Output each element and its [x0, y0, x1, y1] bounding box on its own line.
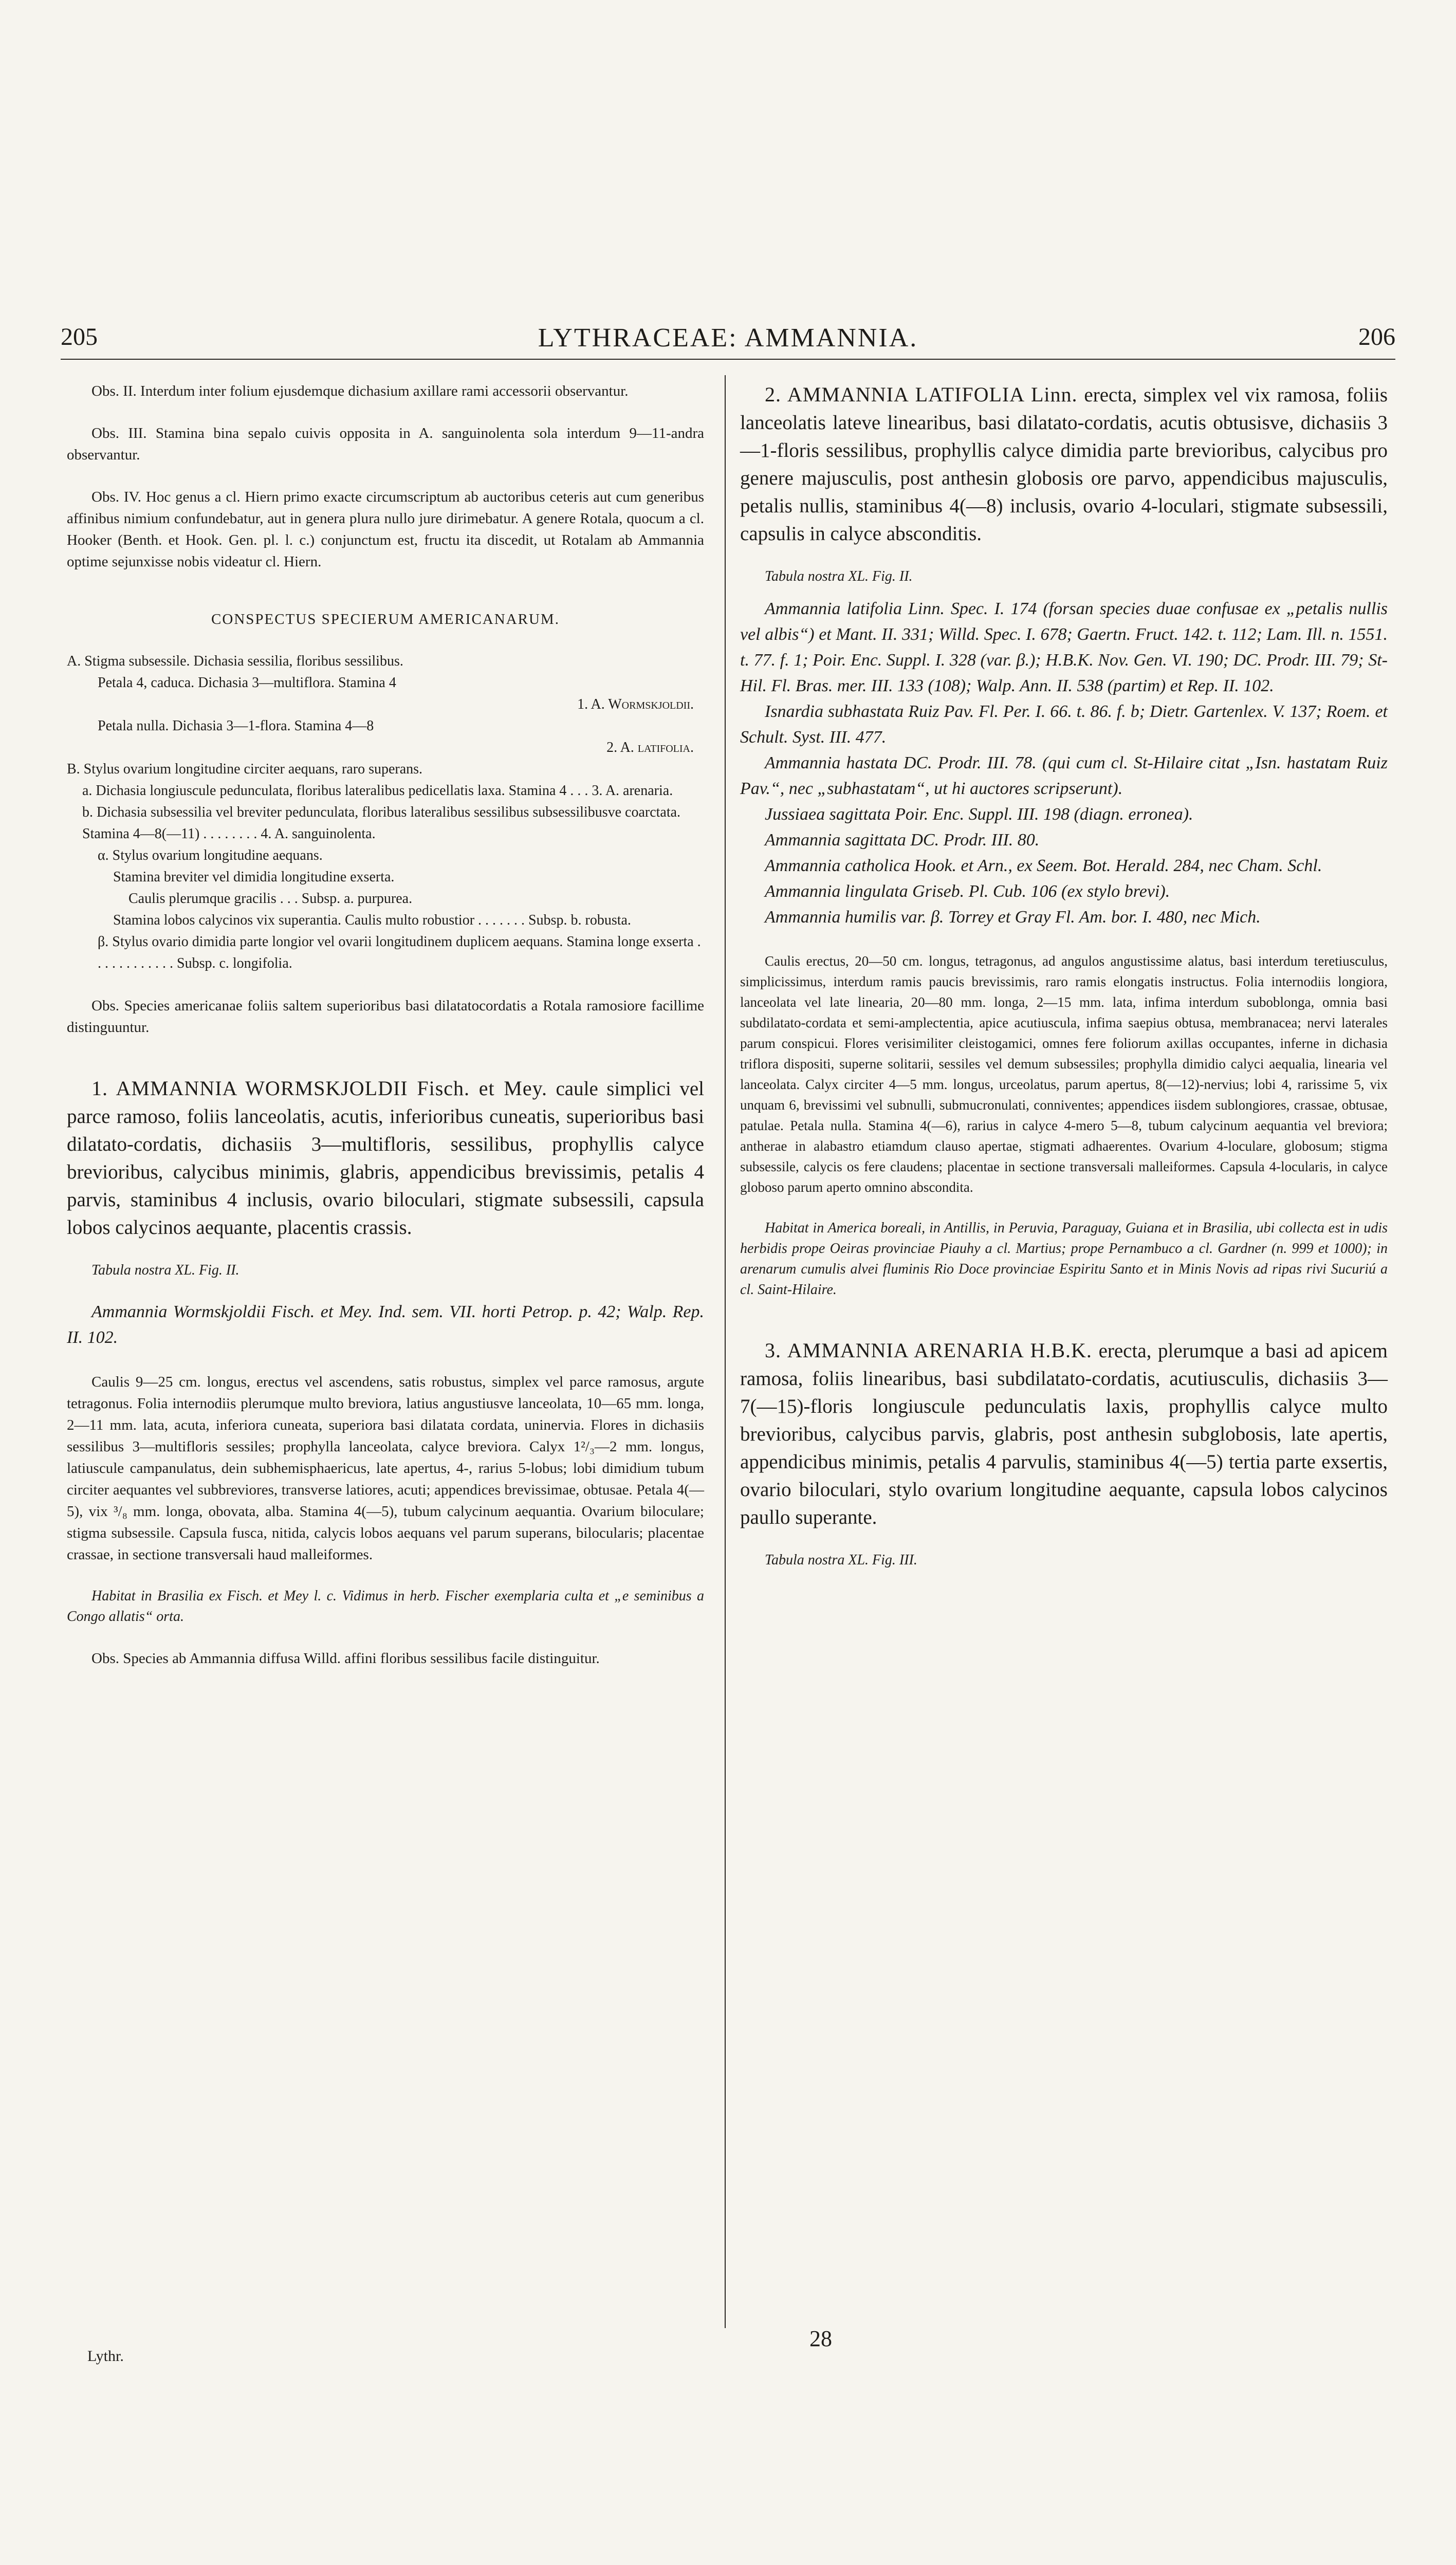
signature-mark-left: Lythr.: [87, 2348, 124, 2365]
running-title: LYTHRACEAE: AMMANNIA.: [538, 323, 918, 353]
synonym: Jussiaea sagittata Poir. Enc. Suppl. III. 198 (diagn. erronea).: [765, 805, 1193, 824]
species-3-tabula: Tabula nostra XL. Fig. III.: [765, 1552, 917, 1568]
species-2-synonymy: [740, 596, 1388, 930]
species-1-tabula: Tabula nostra XL. Fig. II.: [91, 1262, 239, 1278]
obs-2: Obs. II. Interdum inter folium ejusdemque dichasium axillare rami accessorii observantur.: [91, 383, 629, 399]
key-line: b. Dichasia subsessilia vel breviter pedunculata, floribus lateralibus sessilibus subsessilibusve coarctata. Stamina 4—8(—11) . . . . . . . . 4. A. sanguinolenta.: [82, 804, 681, 842]
left-column: [67, 380, 704, 1669]
key-line: Petala 4, caduca. Dichasia 3—multiflora. Stamina 4: [98, 675, 396, 691]
species-1-description: [67, 1074, 704, 1242]
species-2-description: [740, 380, 1388, 548]
key-line: Stamina lobos calycinos vix superantia. Caulis multo robustior . . . . . . . Subsp. b. robusta.: [113, 912, 631, 928]
species-1-synonymy: Ammannia Wormskjoldii Fisch. et Mey. Ind. sem. VII. horti Petrop. p. 42; Walp. Rep. II. 102.: [67, 1302, 704, 1347]
key-line: Petala nulla. Dichasia 3—1-flora. Stamina 4—8: [98, 718, 374, 734]
right-column: [740, 380, 1388, 1568]
synonym: Ammannia humilis var. β. Torrey et Gray Fl. Am. bor. I. 480, nec Mich.: [765, 908, 1261, 927]
species-2-diagnosis: erecta, simplex vel vix ramosa, foliis lanceolatis lateve linearibus, basi dilatato-cordatis, acutis obtusisve, dichasiis 3—1-floris sessilibus, prophyllis calyce dimidia parte brevioribus, calycibus pro genere majusculis, post anthesin globosis ore parvo, appendicibus majusculis, petalis nullis, staminibus 4(—8) inclusis, ovario 4-loculari, stigmate subsessili, capsulis in calyce absconditis.: [740, 384, 1388, 545]
species-3-description: [740, 1336, 1388, 1531]
species-2-tabula: Tabula nostra XL. Fig. II.: [765, 568, 913, 584]
species-key: [67, 651, 704, 974]
synonym: Ammannia lingulata Griseb. Pl. Cub. 106 (ex stylo brevi).: [765, 882, 1170, 901]
page-number-right: 206: [1358, 323, 1395, 350]
obs-3: Obs. III. Stamina bina sepalo cuivis opposita in A. sanguinolenta sola interdum 9—11-andra observantur.: [67, 425, 704, 463]
key-result: 2. A. latifolia.: [606, 740, 694, 755]
synonym: Isnardia subhastata Ruiz Pav. Fl. Per. I. 66. t. 86. f. b; Dietr. Gartenlex. V. 137; Roem. et Schult. Syst. III. 477.: [740, 702, 1388, 747]
species-1-caulis: Caulis 9—25 cm. longus, erectus vel ascendens, satis robustus, simplex vel parce ramosus, argute tetragonus. Folia internodiis plerumque multo breviora, latius angustiusve lanceolata, 10—65 mm. longa, 2—11 mm. lata, acuta, inferiora cuneata, superiora basi dilatata cordata, uninervia. Flores in dichasiis sessilibus 3—multifloris sessiles; prophylla lanceolata, calyce breviora. Calyx 1²/₃—2 mm. longus, latiuscule campanulatus, dein subhemisphaericus, late apertus, 4-, rarius 5-lobus; lobi dimidium tubum circiter aequantes vel subbreviores, transverse latiores, acuti; appendices brevissimae, obtusae. Petala 4(—5), vix ³/₈ mm. longa, obovata, alba. Stamina 4(—5), tubum calycinum aequantia. Ovarium biloculare; stigma subsessile. Capsula fusca, nitida, calycis lobos aequans vel parum superans, bilocularis; placentae crassae, in sectione transversali haud malleiformes.: [67, 1374, 704, 1563]
species-2-heading: 2. AMMANNIA LATIFOLIA Linn.: [765, 383, 1078, 406]
synonym: Ammannia hastata DC. Prodr. III. 78. (qui cum cl. St-Hilaire citat „Isn. hastatam Ruiz Pav.“, nec „subhastatam“, ut hi auctores scripserunt).: [740, 753, 1388, 798]
key-line: B. Stylus ovarium longitudine circiter aequans, raro superans.: [67, 761, 423, 777]
species-1-obs: Obs. Species ab Ammannia diffusa Willd. affini floribus sessilibus facile distinguitur.: [91, 1650, 600, 1667]
species-1-habitat: Habitat in Brasilia ex Fisch. et Mey l. c. Vidimus in herb. Fischer exemplaria culta et „e seminibus a Congo allatis“ orta.: [67, 1588, 704, 1625]
column-divider: [725, 375, 726, 2328]
signature-number: 28: [809, 2326, 832, 2351]
species-3-diagnosis: erecta, plerumque a basi ad apicem ramosa, foliis linearibus, basi subdilatato-cordatis, acutiusculis, dichasiis 3—7(—15)-floris longiuscule pedunculatis laxis, prophyllis calyce multo brevioribus, calycibus parvis, glabris, post anthesin subglobosis, late apertis, appendicibus minimis, petalis 4 parvulis, staminibus 4(—5) tertia parte exsertis, ovario biloculari, stylo ovarium longitudine aequante, capsula lobos calycinos paullo superante.: [740, 1340, 1388, 1528]
running-head: [61, 323, 1395, 360]
key-line: Stamina breviter vel dimidia longitudine exserta.: [113, 869, 395, 885]
conspectus-title: CONSPECTUS SPECIERUM AMERICANARUM.: [211, 611, 560, 628]
species-2-caulis: Caulis erectus, 20—50 cm. longus, tetragonus, ad angulos angustissime alatus, basi interdum teretiusculus, simplicissimus, interdum ramis paucis brevissimis, raro ramis elongatis instructus. Folia internodiis longiora, lanceolata vel late linearia, 20—80 mm. longa, 2—15 mm. lata, infima interdum suboblonga, omnia basi subdilatato-cordata et semi-amplectentia, apice acutiuscula, infima saepius obtusa, membranacea; nervi laterales parum conspicui. Flores verisimiliter cleistogamici, omnes fere foliorum axillas occupantes, inferne in dichasia triflora dispositi, superne solitarii, sessiles vel demum subsessiles; prophylla dimidio calyci aequalia, linearia vel lanceolata. Calyx circiter 4—5 mm. longus, urceolatus, parum apertus, 8(—12)-nervius; lobi 4, rarissime 5, vix unquam 6, brevissimi vel subnulli, submucronulati, conniventes; appendices iisdem sublongiores, crassae, obtusae, patulae. Petala nulla. Stamina 4(—6), rarius in calyce 4-mero 5—8, tubum calycinum aequantia vel breviora; antherae in alabastro etiamdum clauso apertae, stigmati adhaerentes. Ovarium 4-loculare, globosum; stigma subsessile, calycis os fere claudens; placentae in sectione transversali malleiformes. Capsula 4-locularis, in calyce globoso parum aperto omnino abscondita.: [740, 953, 1388, 1195]
obs-4: Obs. IV. Hoc genus a cl. Hiern primo exacte circumscriptum ab auctoribus ceteris aut cum generibus affinibus nimium confundebatur, aut in genera plura nullo jure dirimebatur. A genere Rotala, quocum a cl. Hooker (Benth. et Hook. Gen. pl. l. c.) conjunctum est, fructu ita discedit, ut Rotalam ab Ammannia optime sejunxisse nobis videatur cl. Hiern.: [67, 489, 704, 570]
key-line: α. Stylus ovarium longitudine aequans.: [98, 847, 323, 863]
key-result: 1. A. Wormskjoldii.: [577, 696, 694, 712]
synonym: Ammannia sagittata DC. Prodr. III. 80.: [765, 831, 1040, 850]
key-line: Caulis plerumque gracilis . . . Subsp. a. purpurea.: [128, 891, 413, 907]
page-number-left: 205: [61, 323, 98, 350]
key-line: β. Stylus ovario dimidia parte longior vel ovarii longitudinem duplicem aequans. Stamina longe exserta . . . . . . . . . . . . Subsp. c. longifolia.: [98, 934, 701, 971]
synonym: Ammannia catholica Hook. et Arn., ex Seem. Bot. Herald. 284, nec Cham. Schl.: [765, 856, 1322, 875]
species-1-heading: 1. AMMANNIA WORMSKJOLDII Fisch. et Mey.: [91, 1077, 548, 1100]
key-line: A. Stigma subsessile. Dichasia sessilia, floribus sessilibus.: [67, 653, 403, 669]
species-1-diagnosis: caule simplici vel parce ramoso, foliis lanceolatis, acutis, inferioribus cuneatis, superioribus basi dilatato-cordatis, dichasiis 3—multifloris, sessilibus, prophyllis calyce brevioribus, calycibus minimis, glabris, appendicibus brevissimis, petalis 4 parvis, staminibus 4 inclusis, ovario biloculari, stigmate subsessili, capsula lobos calycinos aequante, placentis crassis.: [67, 1078, 705, 1239]
species-2-habitat: Habitat in America boreali, in Antillis, in Peruvia, Paraguay, Guiana et in Brasilia, ubi collecta est in udis herbidis prope Oeiras provinciae Piauhy a cl. Martius; prope Pernambuco a cl. Gardner (n. 999 et 1000); in arenarum cumulis alvei fluminis Rio Doce provinciae Espiritu Santo et in Minis Novis ad ripas rivi Sucuriú a cl. Saint-Hilaire.: [740, 1220, 1388, 1298]
synonym: Ammannia latifolia Linn. Spec. I. 174 (forsan species duae confusae ex „petalis nullis vel albis“) et Mant. II. 331; Willd. Spec. I. 678; Gaertn. Fruct. 142. t. 112; Lam. Ill. n. 1551. t. 77. f. 1; Poir. Enc. Suppl. I. 328 (var. β.); H.B.K. Nov. Gen. VI. 190; DC. Prodr. III. 79; St-Hil. Fl. Bras. mer. III. 133 (108); Walp. Ann. II. 538 (partim) et Rep. II. 102.: [740, 599, 1388, 695]
species-3-heading: 3. AMMANNIA ARENARIA H.B.K.: [765, 1339, 1092, 1362]
obs-species: Obs. Species americanae foliis saltem superioribus basi dilatatocordatis a Rotala ramosiore facillime distinguuntur.: [67, 998, 704, 1036]
key-line: a. Dichasia longiuscule pedunculata, floribus lateralibus pedicellatis laxa. Stamina 4 . . . 3. A. arenaria.: [82, 783, 673, 799]
